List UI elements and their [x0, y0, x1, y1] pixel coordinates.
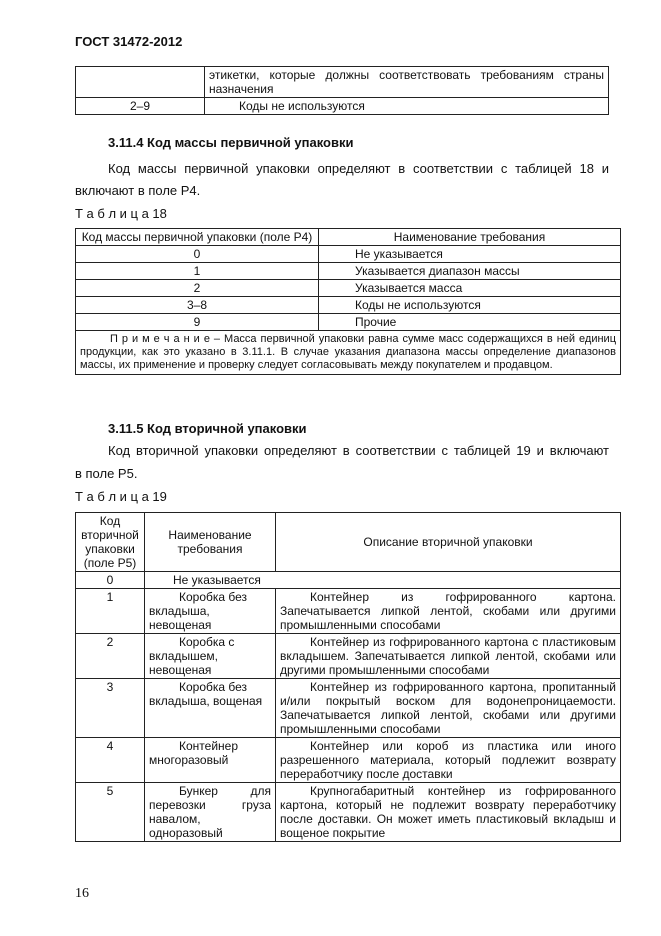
table-row — [76, 634, 621, 679]
table-row — [76, 280, 621, 297]
table-19 — [75, 512, 621, 842]
table-note-row — [76, 331, 621, 375]
name-cell: Прочие — [319, 314, 621, 331]
column-header: Описание вторичной упаковки — [276, 513, 621, 572]
code-cell: 1 — [76, 263, 319, 280]
desc-cell: Крупногабаритный контейнер из гофрированного картона, который не подлежит возврату переработчику после доставки. Он может иметь пластиковый вкладыш и вощеное покрытие — [276, 783, 621, 842]
text-cell: Коды не используются — [205, 98, 609, 115]
column-header: Наименование требования — [319, 229, 621, 246]
table-row — [76, 589, 621, 634]
code-cell — [76, 67, 205, 98]
table-row — [76, 246, 621, 263]
table-row — [76, 679, 621, 738]
name-cell: Коды не используются — [319, 297, 621, 314]
section-heading: 3.11.4 Код массы первичной упаковки — [108, 135, 354, 150]
code-cell: 2–9 — [76, 98, 205, 115]
name-cell: Указывается масса — [319, 280, 621, 297]
column-header: Наименование требования — [145, 513, 276, 572]
table-row — [76, 98, 609, 115]
paragraph-line: Код массы первичной упаковки определяют в соответствии с таблицей 18 и — [108, 161, 609, 176]
code-cell: 3 — [76, 679, 145, 738]
code-cell: 5 — [76, 783, 145, 842]
code-cell: 2 — [76, 280, 319, 297]
section-heading: 3.11.5 Код вторичной упаковки — [108, 421, 307, 436]
continuation-table — [75, 66, 609, 115]
table-row — [76, 297, 621, 314]
desc-cell: Контейнер из гофрированного картона. Запечатывается липкой лентой, скобами или другими промышленными способами — [276, 589, 621, 634]
desc-cell — [276, 572, 621, 589]
page-number: 16 — [75, 886, 89, 901]
table-row — [76, 263, 621, 280]
code-cell: 0 — [76, 246, 319, 263]
table-row — [76, 738, 621, 783]
paragraph-line: Код вторичной упаковки определяют в соответствии с таблицей 19 и включают — [108, 443, 609, 458]
code-cell: 1 — [76, 589, 145, 634]
code-cell: 0 — [76, 572, 145, 589]
table-header-row — [76, 229, 621, 246]
table-note: П р и м е ч а н и е – Масса первичной упаковки равна сумме масс содержащихся в ней единиц продукции, как это указано в 3.11.1. В случае указания диапазона массы определение диапазонов массы, их применение и проверку следует согласовывать между покупателем и продавцом. — [76, 331, 621, 375]
document-header: ГОСТ 31472-2012 — [75, 34, 183, 49]
name-cell: Бункер для перевозки груза навалом, одноразовый — [145, 783, 276, 842]
table-caption: Т а б л и ц а 19 — [75, 489, 167, 504]
code-cell: 9 — [76, 314, 319, 331]
column-header: Код массы первичной упаковки (поле Р4) — [76, 229, 319, 246]
paragraph-line: включают в поле Р4. — [75, 183, 201, 198]
desc-cell: Контейнер из гофрированного картона с пластиковым вкладышем. Запечатывается липкой лентой, скобами или другими промышленными способами — [276, 634, 621, 679]
table-header-row — [76, 513, 621, 572]
code-cell: 4 — [76, 738, 145, 783]
name-cell: Не указывается — [319, 246, 621, 263]
name-cell: Не указывается — [145, 572, 276, 589]
text-cell: этикетки, которые должны соответствовать требованиям страны назначения — [205, 67, 609, 98]
name-cell: Указывается диапазон массы — [319, 263, 621, 280]
table-row — [76, 572, 621, 589]
column-header: Код вторичной упаковки (поле Р5) — [76, 513, 145, 572]
table-18 — [75, 228, 621, 375]
desc-cell: Контейнер или короб из пластика или иного разрешенного материала, который подлежит возврату переработчику после доставки — [276, 738, 621, 783]
name-cell: Коробка с вкладышем, невощеная — [145, 634, 276, 679]
name-cell: Коробка без вкладыша, невощеная — [145, 589, 276, 634]
paragraph-line: в поле Р5. — [75, 466, 138, 481]
desc-cell: Контейнер из гофрированного картона, пропитанный и/или покрытый воском для водонепроницаемости. Запечатывается липкой лентой, скобами или другими промышленными способами — [276, 679, 621, 738]
name-cell: Коробка без вкладыша, вощеная — [145, 679, 276, 738]
table-row — [76, 783, 621, 842]
name-cell: Контейнер многоразовый — [145, 738, 276, 783]
code-cell: 2 — [76, 634, 145, 679]
table-row — [76, 314, 621, 331]
table-caption: Т а б л и ц а 18 — [75, 206, 167, 221]
table-row — [76, 67, 609, 98]
code-cell: 3–8 — [76, 297, 319, 314]
